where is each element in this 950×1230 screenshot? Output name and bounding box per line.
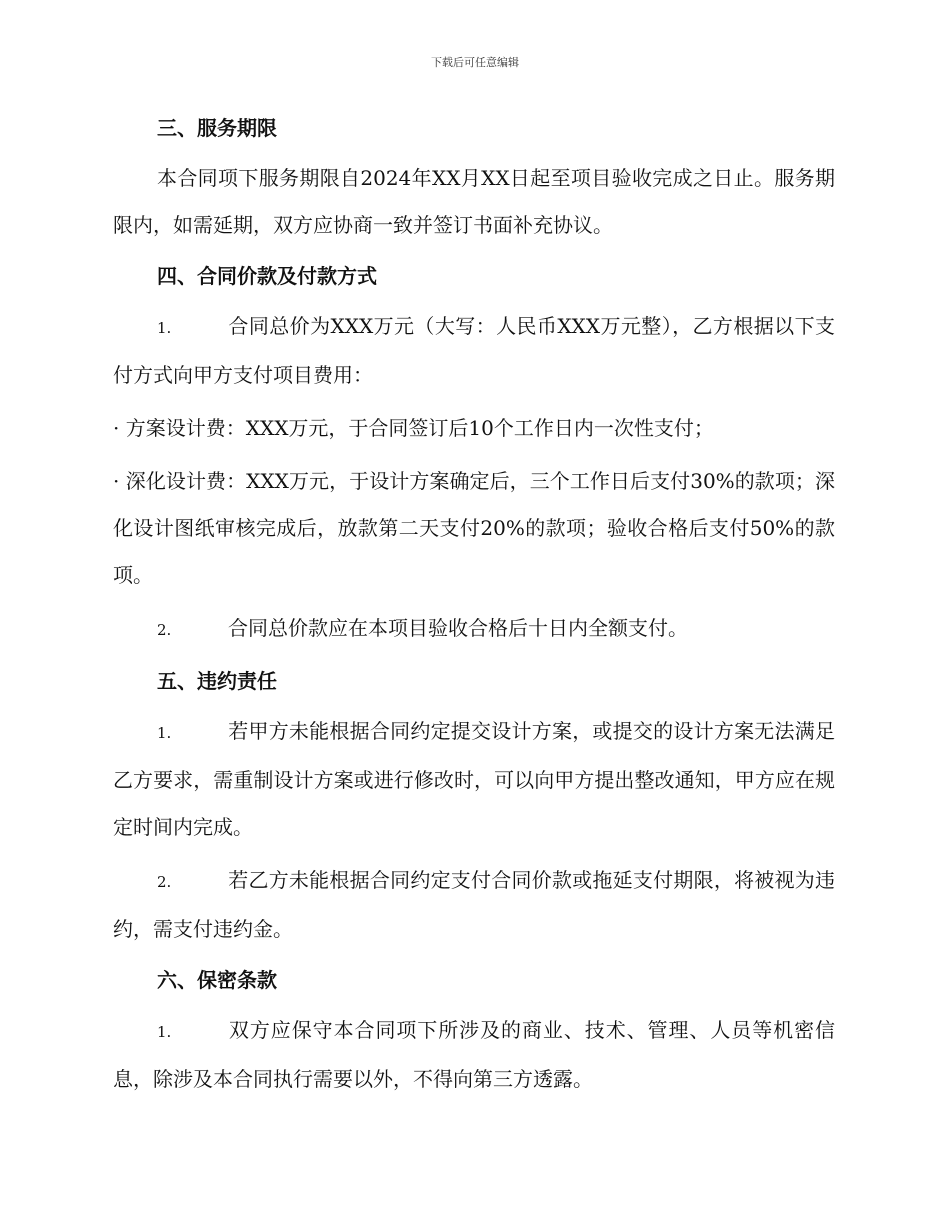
list-number: 1. xyxy=(157,1023,172,1041)
section-heading-breach: 五、违约责任 xyxy=(157,669,277,693)
list-item-text: 合同总价为XXX万元（大写：人民币XXX万元整），乙方根据以下支付方式向甲方支付项目费用： xyxy=(113,314,835,387)
section-heading-contract-price: 四、合同价款及付款方式 xyxy=(157,264,377,288)
bullet-item-design-fee: · 方案设计费：XXX万元，于合同签订后10个工作日内一次性支付； xyxy=(113,416,714,440)
list-item-contract-price-2 xyxy=(113,605,835,654)
list-item-text: 若乙方未能根据合同约定支付合同价款或拖延支付期限，将被视为违约，需支付违约金。 xyxy=(113,868,835,941)
list-item-text: 若甲方未能根据合同约定提交设计方案，或提交的设计方案无法满足乙方要求，需重制设计方案或进行修改时，可以向甲方提出整改通知，甲方应在规定时间内完成。 xyxy=(113,719,835,839)
list-number: 2. xyxy=(157,873,172,891)
paragraph-service-period: 本合同项下服务期限自2024年XX月XX日起至项目验收完成之日止。服务期限内，如需延期，双方应协商一致并签订书面补充协议。 xyxy=(113,166,835,237)
list-item-text: 合同总价款应在本项目验收合格后十日内全额支付。 xyxy=(228,616,688,640)
section-heading-confidentiality: 六、保密条款 xyxy=(157,968,277,992)
list-item-contract-price-1 xyxy=(113,303,835,399)
list-item-text: 双方应保守本合同项下所涉及的商业、技术、管理、人员等机密信息，除涉及本合同执行需要以外，不得向第三方透露。 xyxy=(113,1018,835,1091)
bullet-item-detail-design-fee: · 深化设计费：XXX万元，于设计方案确定后，三个工作日后支付30%的款项；深化设计图纸审核完成后，放款第二天支付20%的款项；验收合格后支付50%的款项。 xyxy=(113,469,835,587)
list-number: 2. xyxy=(157,621,172,639)
section-heading-service-period: 三、服务期限 xyxy=(157,116,277,140)
list-number: 1. xyxy=(157,319,172,337)
list-number: 1. xyxy=(157,724,172,742)
list-item-breach-1 xyxy=(113,708,835,851)
list-item-confidentiality-1 xyxy=(113,1007,835,1103)
document-body xyxy=(113,110,835,1103)
list-item-breach-2 xyxy=(113,857,835,953)
page-header: 下载后可任意编辑 xyxy=(431,56,519,69)
